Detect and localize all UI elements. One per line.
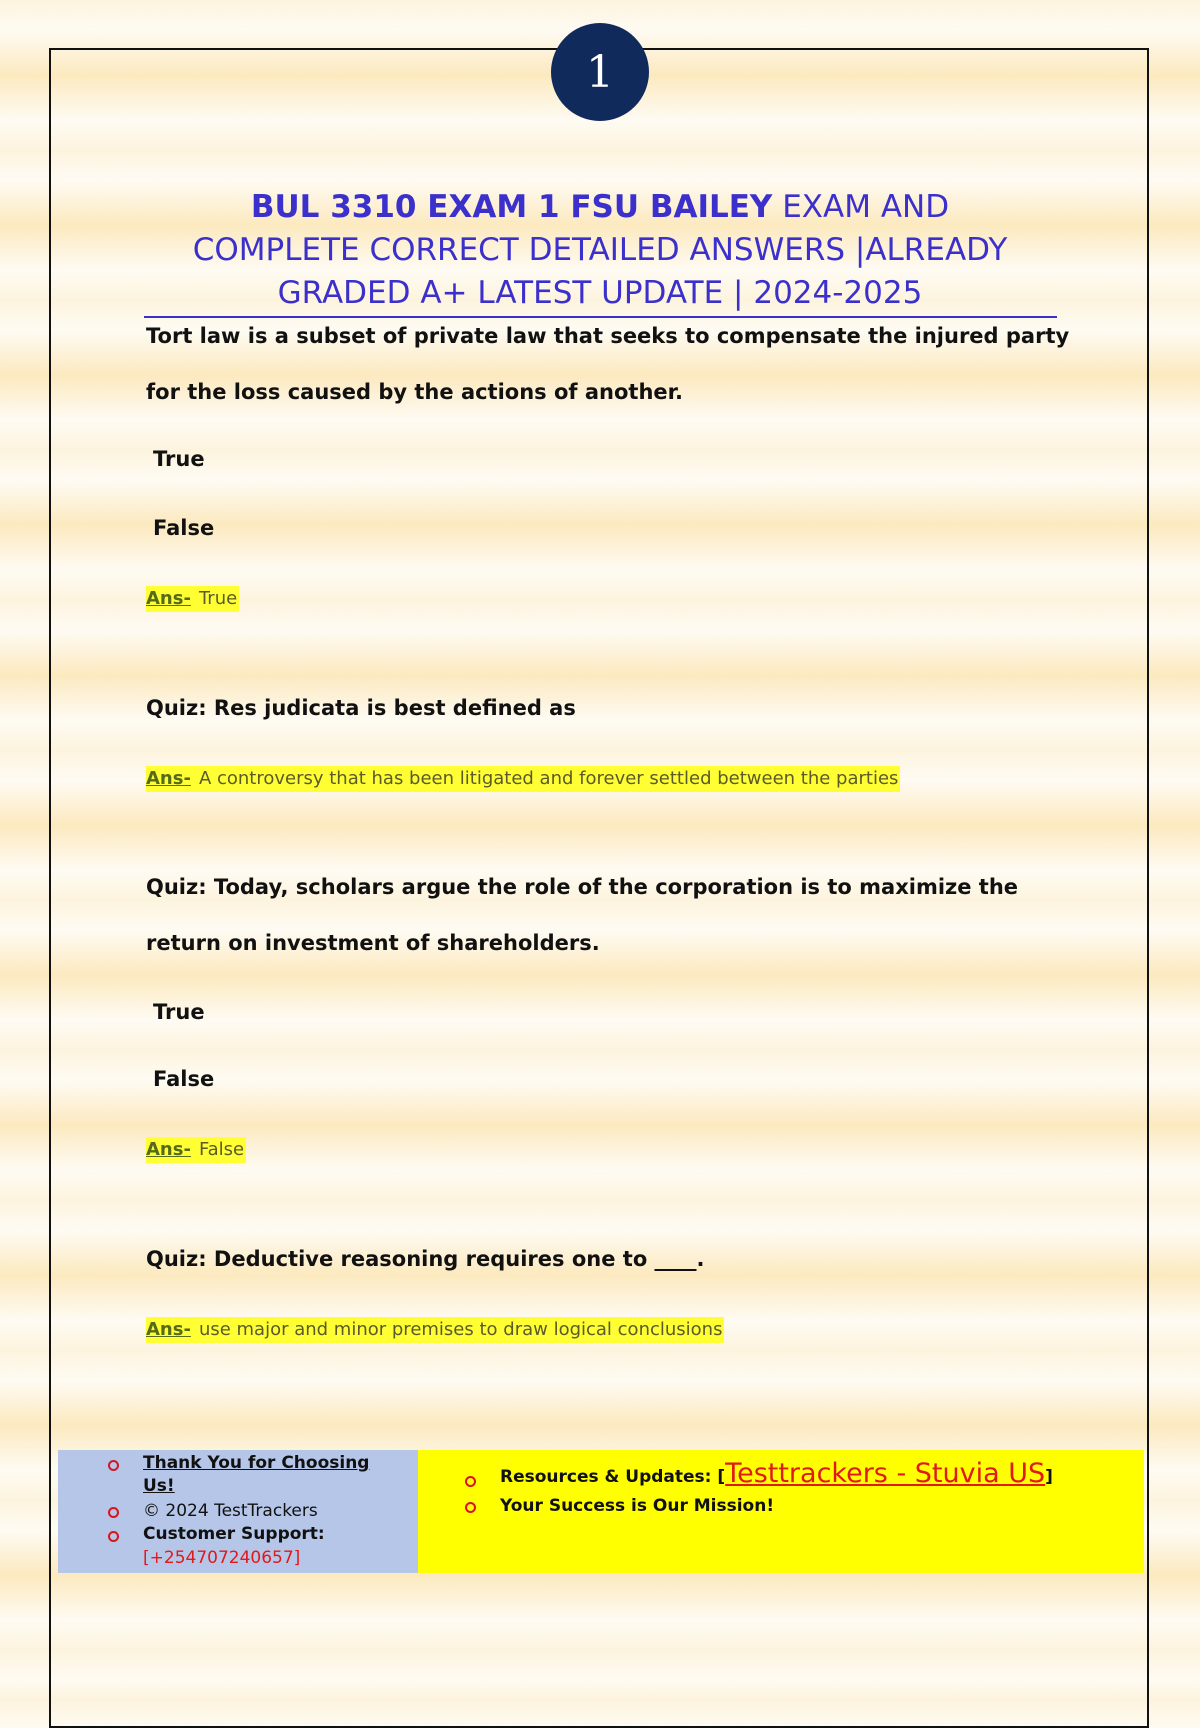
question-2-line-1: Quiz: Res judicata is best defined as (146, 696, 576, 720)
page-number: 1 (586, 46, 614, 98)
answer-text: False (198, 1139, 245, 1160)
answer-label: Ans- (146, 768, 191, 789)
resources-line (500, 1458, 1053, 1489)
title-underline (144, 316, 1057, 318)
stuvia-link[interactable]: Testtrackers - Stuvia US (725, 1458, 1046, 1489)
question-1-option-false: False (153, 516, 215, 540)
bullet-icon (108, 1507, 119, 1518)
answer-label: Ans- (146, 1319, 191, 1340)
page-number-badge (551, 23, 649, 121)
question-1-line-1: Tort law is a subset of private law that seeks to compensate the injured party (146, 324, 1070, 348)
resources-close: ] (1045, 1467, 1053, 1487)
footer-contact-panel (58, 1450, 418, 1573)
title-line1-rest: EXAM AND (772, 189, 950, 225)
thanks-link[interactable] (143, 1452, 369, 1498)
question-2-answer (146, 766, 900, 792)
bullet-icon (108, 1460, 119, 1471)
question-1-line-2: for the loss caused by the actions of another. (146, 380, 683, 404)
question-4-line-1: Quiz: Deductive reasoning requires one to ____. (146, 1247, 705, 1271)
bullet-icon (465, 1476, 476, 1487)
answer-label: Ans- (146, 588, 191, 609)
document-title (145, 186, 1055, 315)
customer-support-label: Customer Support: (143, 1524, 325, 1544)
question-4-answer (146, 1317, 724, 1343)
resources-label: Resources & Updates: [ (500, 1467, 726, 1487)
question-3-line-1: Quiz: Today, scholars argue the role of the corporation is to maximize the (146, 875, 1019, 899)
mission-text: Your Success is Our Mission! (500, 1496, 775, 1516)
answer-text: True (198, 588, 238, 609)
title-line3: GRADED A+ LATEST UPDATE | 2024-2025 (277, 275, 923, 311)
question-3-line-2: return on investment of shareholders. (146, 931, 600, 955)
title-line2: COMPLETE CORRECT DETAILED ANSWERS |ALREADY (192, 232, 1008, 268)
support-phone[interactable]: [+254707240657] (143, 1548, 301, 1568)
answer-label: Ans- (146, 1139, 191, 1160)
thanks-line-2: Us! (143, 1476, 175, 1496)
answer-text: use major and minor premises to draw logical conclusions (198, 1319, 723, 1340)
bullet-icon (465, 1502, 476, 1513)
thanks-line-1: Thank You for Choosing (143, 1453, 370, 1473)
answer-text: A controversy that has been litigated and forever settled between the parties (198, 768, 899, 789)
copyright-text: © 2024 TestTrackers (143, 1501, 318, 1521)
footer-resources-panel (418, 1450, 1144, 1573)
question-3-answer (146, 1137, 246, 1163)
question-3-option-true: True (153, 1000, 205, 1024)
question-1-option-true: True (153, 447, 205, 471)
bullet-icon (108, 1531, 119, 1542)
question-1-answer (146, 586, 239, 612)
title-bold: BUL 3310 EXAM 1 FSU BAILEY (250, 189, 773, 225)
question-3-option-false: False (153, 1067, 215, 1091)
